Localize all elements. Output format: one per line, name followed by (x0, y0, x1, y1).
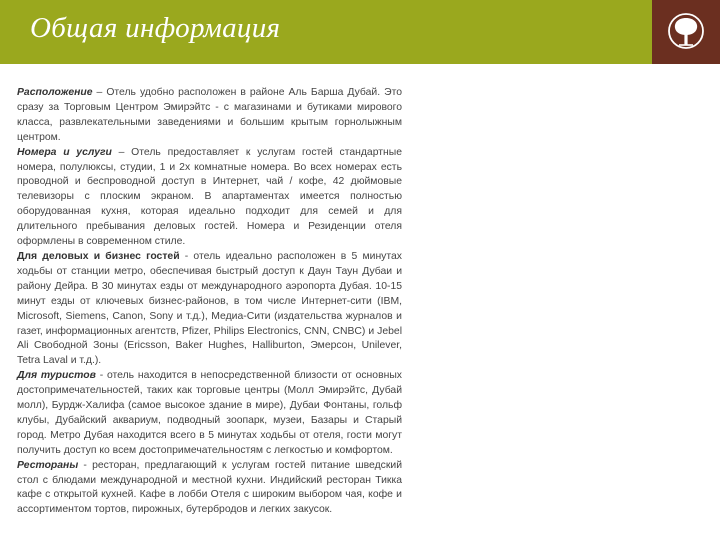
section-tourists (17, 369, 402, 458)
section-term: Для деловых и бизнес гостей (17, 250, 180, 262)
section-term: Расположение (17, 87, 93, 98)
page-title: Общая информация (30, 12, 281, 44)
section-term: Рестораны (17, 459, 79, 471)
section-rooms (17, 146, 402, 250)
section-text: - отель находится в непосредственной близости от основных достопримечательностей, таких как торговые центры (Молл Эмирэйтс, Дубай молл), Бурдж-Халифа (самое высокое здание в мире), Дубаи Фонтаны, гольф клубы, Дубайский аквариум, подводный зоопарк, музеи, Базары и Старый город. Метро Дубая находится всего в 5 минутах ходьбы от отеля, гости могут получить доступ ко всем достопримечательностям с легкостью и комфортом. (17, 370, 402, 456)
section-text: - отель идеально расположен в 5 минутах ходьбы от станции метро, обеспечивая быстрый доступ к Даун Таун Дубаи и району Дейра. В 30 минутах езды от международного аэропорта Дубая. 10-15 минут езды от ключевых бизнес-районов, в том числе Интернет-сити (IBM, Microsoft, Siemens, Canon, Sony и т.д.), Медиа-Сити (издательства журналов и газет, информационных агентств, Pfizer, Philips Electronics, CNN, CNBC) и Jebel Ali Свободной Зоны (Ericsson, Baker Hughes, Halliburton, Эмерсон, Unilever, Tetra Laval и т.д.). (17, 250, 402, 367)
section-text: - ресторан, предлагающий к услугам гостей питание шведский стол с блюдами международной и местной кухни. Индийский ресторан Тикка кафе с открытой кухней. Кафе в лобби Отеля с широким выбором чая, кофе и ассортиментом тортов, пирожных, бутербродов и легких закусок. (17, 459, 402, 516)
section-text: – Отель предоставляет к услугам гостей стандартные номера, полулюксы, студии, 1 и 2х комнатные номера. Во всех номерах есть проводной и беспроводной доступ в Интернет, чай / кофе, 42 дюймовые телевизоры с плоским экраном. В апартаментах имеется полностью оборудованная кухня, которая идеально подходит для семей и для длительного пребывания деловых гостей. Номера и Резиденции отеля оформлены в современном стиле. (17, 146, 402, 248)
section-term: Для туристов (17, 370, 96, 382)
section-text: – Отель удобно расположен в районе Аль Барша Дубай. Это сразу за Торговым Центром Эмирэйтс - с магазинами и бутиками мирового класса, развлекательными заведениями и большим крытым горнолыжным центром. (17, 87, 402, 143)
logo-box (652, 0, 720, 64)
header-bar (0, 0, 652, 64)
info-content (17, 86, 402, 518)
tree-emblem-icon (666, 11, 706, 51)
section-business (17, 250, 402, 369)
section-location (17, 86, 402, 146)
section-term: Номера и услуги (17, 146, 112, 158)
section-restaurants (17, 459, 402, 519)
